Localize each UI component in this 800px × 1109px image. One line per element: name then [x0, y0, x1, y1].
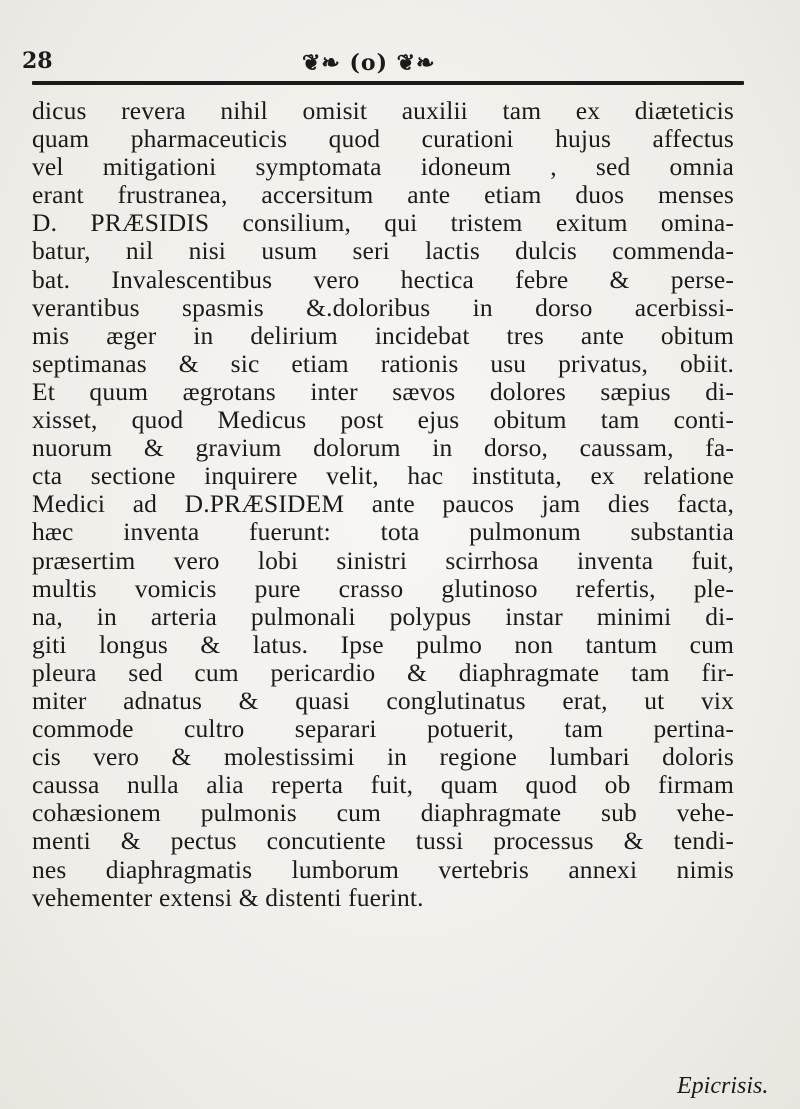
text-line: hæc inventa fuerunt: tota pulmonum substantia [32, 517, 734, 547]
text-line: dicus revera nihil omisit auxilii tam ex diæteticis [32, 96, 734, 125]
page-header [22, 48, 752, 88]
text-line: Medici ad D.PRÆSIDEM ante paucos jam dies facta, [32, 489, 734, 519]
page-number: 28 [22, 48, 53, 74]
text-line: erant frustranea, accersitum ante etiam duos menses [32, 180, 734, 210]
text-line: vehementer extensi & distenti fuerint. [32, 882, 424, 912]
text-line: multis vomicis pure crasso glutinoso refertis, ple- [32, 573, 734, 603]
text-line: septimanas & sic etiam rationis usu privatus, obiit. [32, 348, 734, 378]
text-line: præsertim vero lobi sinistri scirrhosa inventa fuit, [32, 545, 734, 575]
header-rule [32, 81, 744, 85]
text-line: vel mitigationi symptomata idoneum , sed omnia [32, 152, 734, 182]
text-line: cis vero & molestissimi in regione lumbari doloris [32, 742, 734, 772]
text-line: na, in arteria pulmonali polypus instar minimi di- [32, 601, 734, 631]
text-line: mis æger in delirium incidebat tres ante obitum [32, 320, 734, 350]
text-line: nes diaphragmatis lumborum vertebris annexi nimis [32, 854, 734, 884]
text-line: menti & pectus concutiente tussi processus & tendi- [32, 826, 734, 856]
text-line: xisset, quod Medicus post ejus obitum tam conti- [32, 405, 734, 435]
text-line: nuorum & gravium dolorum in dorso, caussam, fa- [32, 433, 734, 463]
catchword: Epicrisis. [677, 1073, 769, 1099]
text-line: miter adnatus & quasi conglutinatus erat, ut vix [32, 685, 734, 715]
text-line: verantibus spasmis &.doloribus in dorso acerbissi- [32, 292, 734, 322]
text-line: pleura sed cum pericardio & diaphragmate tam fir- [32, 657, 734, 687]
text-line: batur, nil nisi usum seri lactis dulcis commenda- [32, 236, 734, 266]
text-line: commode cultro separari potuerit, tam pertina- [32, 714, 734, 744]
text-line: Et quum ægrotans inter sævos dolores sæpius di- [32, 376, 734, 406]
text-line: cohæsionem pulmonis cum diaphragmate sub vehe- [32, 798, 734, 828]
text-line: bat. Invalescentibus vero hectica febre & perse- [32, 264, 734, 294]
text-line: D. PRÆSIDIS consilium, qui tristem exitum omina- [32, 208, 734, 238]
body-text [32, 97, 772, 912]
text-line: giti longus & latus. Ipse pulmo non tantum cum [32, 629, 734, 659]
text-line: cta sectione inquirere velit, hac instituta, ex relatione [32, 461, 734, 491]
header-ornament: ❦❧ (o) ❦❧ [302, 50, 436, 76]
text-line: quam pharmaceuticis quod curationi hujus affectus [32, 124, 734, 154]
text-line: caussa nulla alia reperta fuit, quam quod ob firmam [32, 770, 734, 800]
